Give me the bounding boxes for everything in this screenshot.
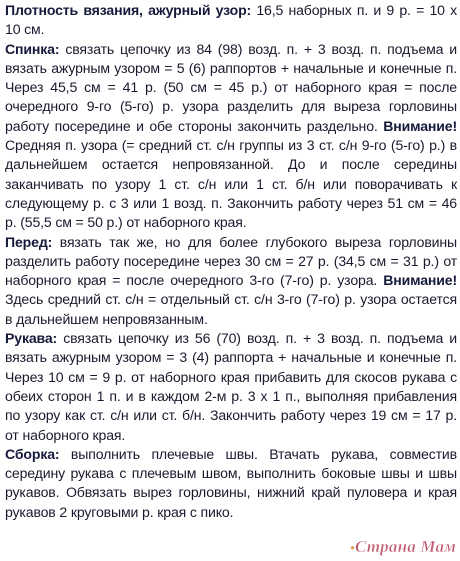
front-text: вязать так же, но для более глубокого выреза горловины разделить работу посередине через 30 см = 27 р. (34,5 см = 31 р.) от наборного края = после очередного 3-го (7-го) р. узора. — [5, 233, 457, 289]
back-heading: Спинка: — [5, 40, 60, 57]
sleeves-text: связать цепочку из 56 (70) возд. п. + 3 возд. п. подъема и вязать ажурным узором = 3 (4) раппорта + начальные и конечные п. Через 10 см = 9 р. от наборного края прибавить для скосов рукава с обеих сторон 1 п. и в каждом 2-м р. 3 х 1 п., выполняя прибавления по узору как ст. с/н или ст. б/н. Закончить работу через 19 см = 17 р. от наборного края. — [5, 330, 457, 443]
front-heading: Перед: — [5, 233, 53, 250]
front-paragraph — [5, 233, 457, 329]
sleeves-heading: Рукава: — [5, 330, 58, 347]
pattern-instructions — [5, 1, 457, 522]
gauge-heading: Плотность вязания, ажурный узор: — [5, 2, 252, 18]
gauge-paragraph — [5, 1, 457, 40]
front-attention-text: Здесь средний ст. с/н = отдельный ст. с/н 3-го (7-го) р. узора остается в дальнейшем непровязанным. — [5, 291, 457, 327]
assembly-heading: Сборка: — [5, 445, 60, 462]
front-attention-heading: Внимание! — [383, 272, 457, 289]
assembly-text: выполнить плечевые швы. Втачать рукава, совместив середину рукава с плечевым швом, выполнить боковые швы и швы рукавов. Обвязать вырез горловины, нижний край пуловера и края рукавов 2 круговыми р. края с пико. — [5, 445, 457, 520]
back-text: связать цепочку из 84 (98) возд. п. + 3 возд. п. подъема и вязать ажурным узором = 5 (6) раппортов + начальные и конечные п. Через 45,5 см = 41 р. (50 см = 45 р.) от наборного края = после очередного 9-го (5-го) р. узора разделить для выреза горловины работу посередине и обе стороны закончить раздельно. — [5, 40, 457, 134]
gauge-text: 16,5 наборных п. и 9 р. = 10 х 10 см. — [5, 2, 457, 38]
back-paragraph — [5, 40, 457, 233]
site-watermark — [350, 537, 456, 557]
sleeves-paragraph — [5, 329, 457, 445]
watermark-text: Страна Мам — [354, 537, 456, 556]
watermark-dot-icon: • — [350, 540, 355, 555]
back-attention-text: Средняя п. узора (= средний ст. с/н группы из 3 ст. с/н 9-го (5-го) р.) в дальнейшем остается непровязанной. До и после середины заканчивать по узору 1 ст. с/н или 1 ст. б/н или поворачивать к следующему р. с 3 или 1 возд. п. Закончить работу через 51 см = 46 р. (55,5 см = 50 р.) от наборного края. — [5, 137, 457, 231]
back-attention-heading: Внимание! — [383, 117, 457, 134]
assembly-paragraph — [5, 445, 457, 522]
